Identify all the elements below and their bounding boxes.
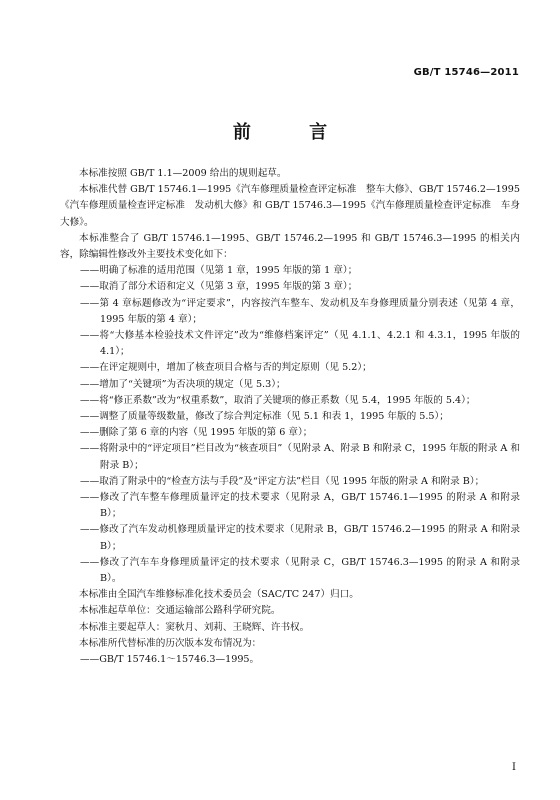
paragraph-drafting-rules: 本标准按照 GB/T 1.1—2009 给出的规则起草。 [79, 168, 287, 179]
paragraph-drafters: 本标准主要起草人：窦秋月、刘莉、王晓辉、许书权。 [79, 621, 310, 633]
list-item: ——修改了汽车发动机修理质量评定的技术要求（见附录 B，GB/T 15746.2—1995 的附录 A 和附录 B）； [80, 524, 520, 552]
list-item: ——将附录中的“评定项目”栏目改为“核查项目”（见附录 A、附录 B 和附录 C，1995 年版的附录 A 和附录 B）； [80, 443, 520, 471]
paragraph-integration: 本标准整合了 GB/T 15746.1—1995、GB/T 15746.2—1995 和 GB/T 15746.3—1995 的相关内容，除编辑性修改外主要技术变化如下： [60, 232, 520, 261]
list-item: ——明确了标准的适用范围（见第 1 章，1995 年版的第 1 章）； [80, 265, 358, 277]
list-item: ——取消了部分术语和定义（见第 3 章，1995 年版的第 3 章）； [80, 281, 358, 293]
list-item: ——修改了汽车车身修理质量评定的技术要求（见附录 C，GB/T 15746.3—1995 的附录 A 和附录 B）。 [80, 556, 520, 585]
list-item: ——将“修正系数”改为“权重系数”，取消了关键项的修正系数（见 5.4，1995 年版的 5.4）； [80, 394, 476, 406]
list-item: ——在评定规则中，增加了核查项目合格与否的判定原则（见 5.2）； [80, 362, 372, 374]
document-body [60, 166, 520, 668]
paragraph-history: 本标准所代替标准的历次版本发布情况为： [79, 637, 262, 649]
page-title: 前 言 [232, 122, 354, 143]
list-item: ——第 4 章标题修改为“评定要求”，内容按汽车整车、发动机及车身修理质量分别表述（见第 4 章，1995 年版的第 4 章）； [80, 297, 520, 325]
standard-number: GB/T 15746—2011 [413, 67, 519, 78]
paragraph-drafting-unit: 本标准起草单位：交通运输部公路科学研究院。 [79, 605, 281, 617]
list-item: ——取消了附录中的“检查方法与手段”及“评定方法”栏目（见 1995 年版的附录 A 和附录 B）； [80, 475, 485, 487]
paragraph-replaces: 本标准代替 GB/T 15746.1—1995《汽车修理质量检查评定标准 整车大修》、GB/T 15746.2—1995《汽车修理质量检查评定标准 发动机大修》和 GB/T 15746.3—1995《汽车修理质量检查评定标准 车身大修》。 [60, 184, 520, 228]
list-item: ——删除了第 6 章的内容（见 1995 年版的第 6 章）； [80, 427, 313, 439]
page-number: I [512, 762, 516, 773]
paragraph-committee: 本标准由全国汽车维修标准化技术委员会（SAC/TC 247）归口。 [79, 589, 359, 601]
list-item: ——修改了汽车整车修理质量评定的技术要求（见附录 A，GB/T 15746.1—1995 的附录 A 和附录 B）； [80, 492, 520, 520]
list-item: ——增加了“关键项”为否决项的规定（见 5.3）； [80, 378, 286, 390]
previous-editions: ——GB/T 15746.1～15746.3—1995。 [80, 654, 260, 666]
list-item: ——将“大修基本检验技术文件评定”改为“维修档案评定”（见 4.1.1、4.2.1 和 4.3.1，1995 年版的 4.1）； [80, 330, 520, 358]
list-item: ——调整了质量等级数量，修改了综合判定标准（见 5.1 和表 1，1995 年版的 5.5）； [80, 411, 449, 423]
